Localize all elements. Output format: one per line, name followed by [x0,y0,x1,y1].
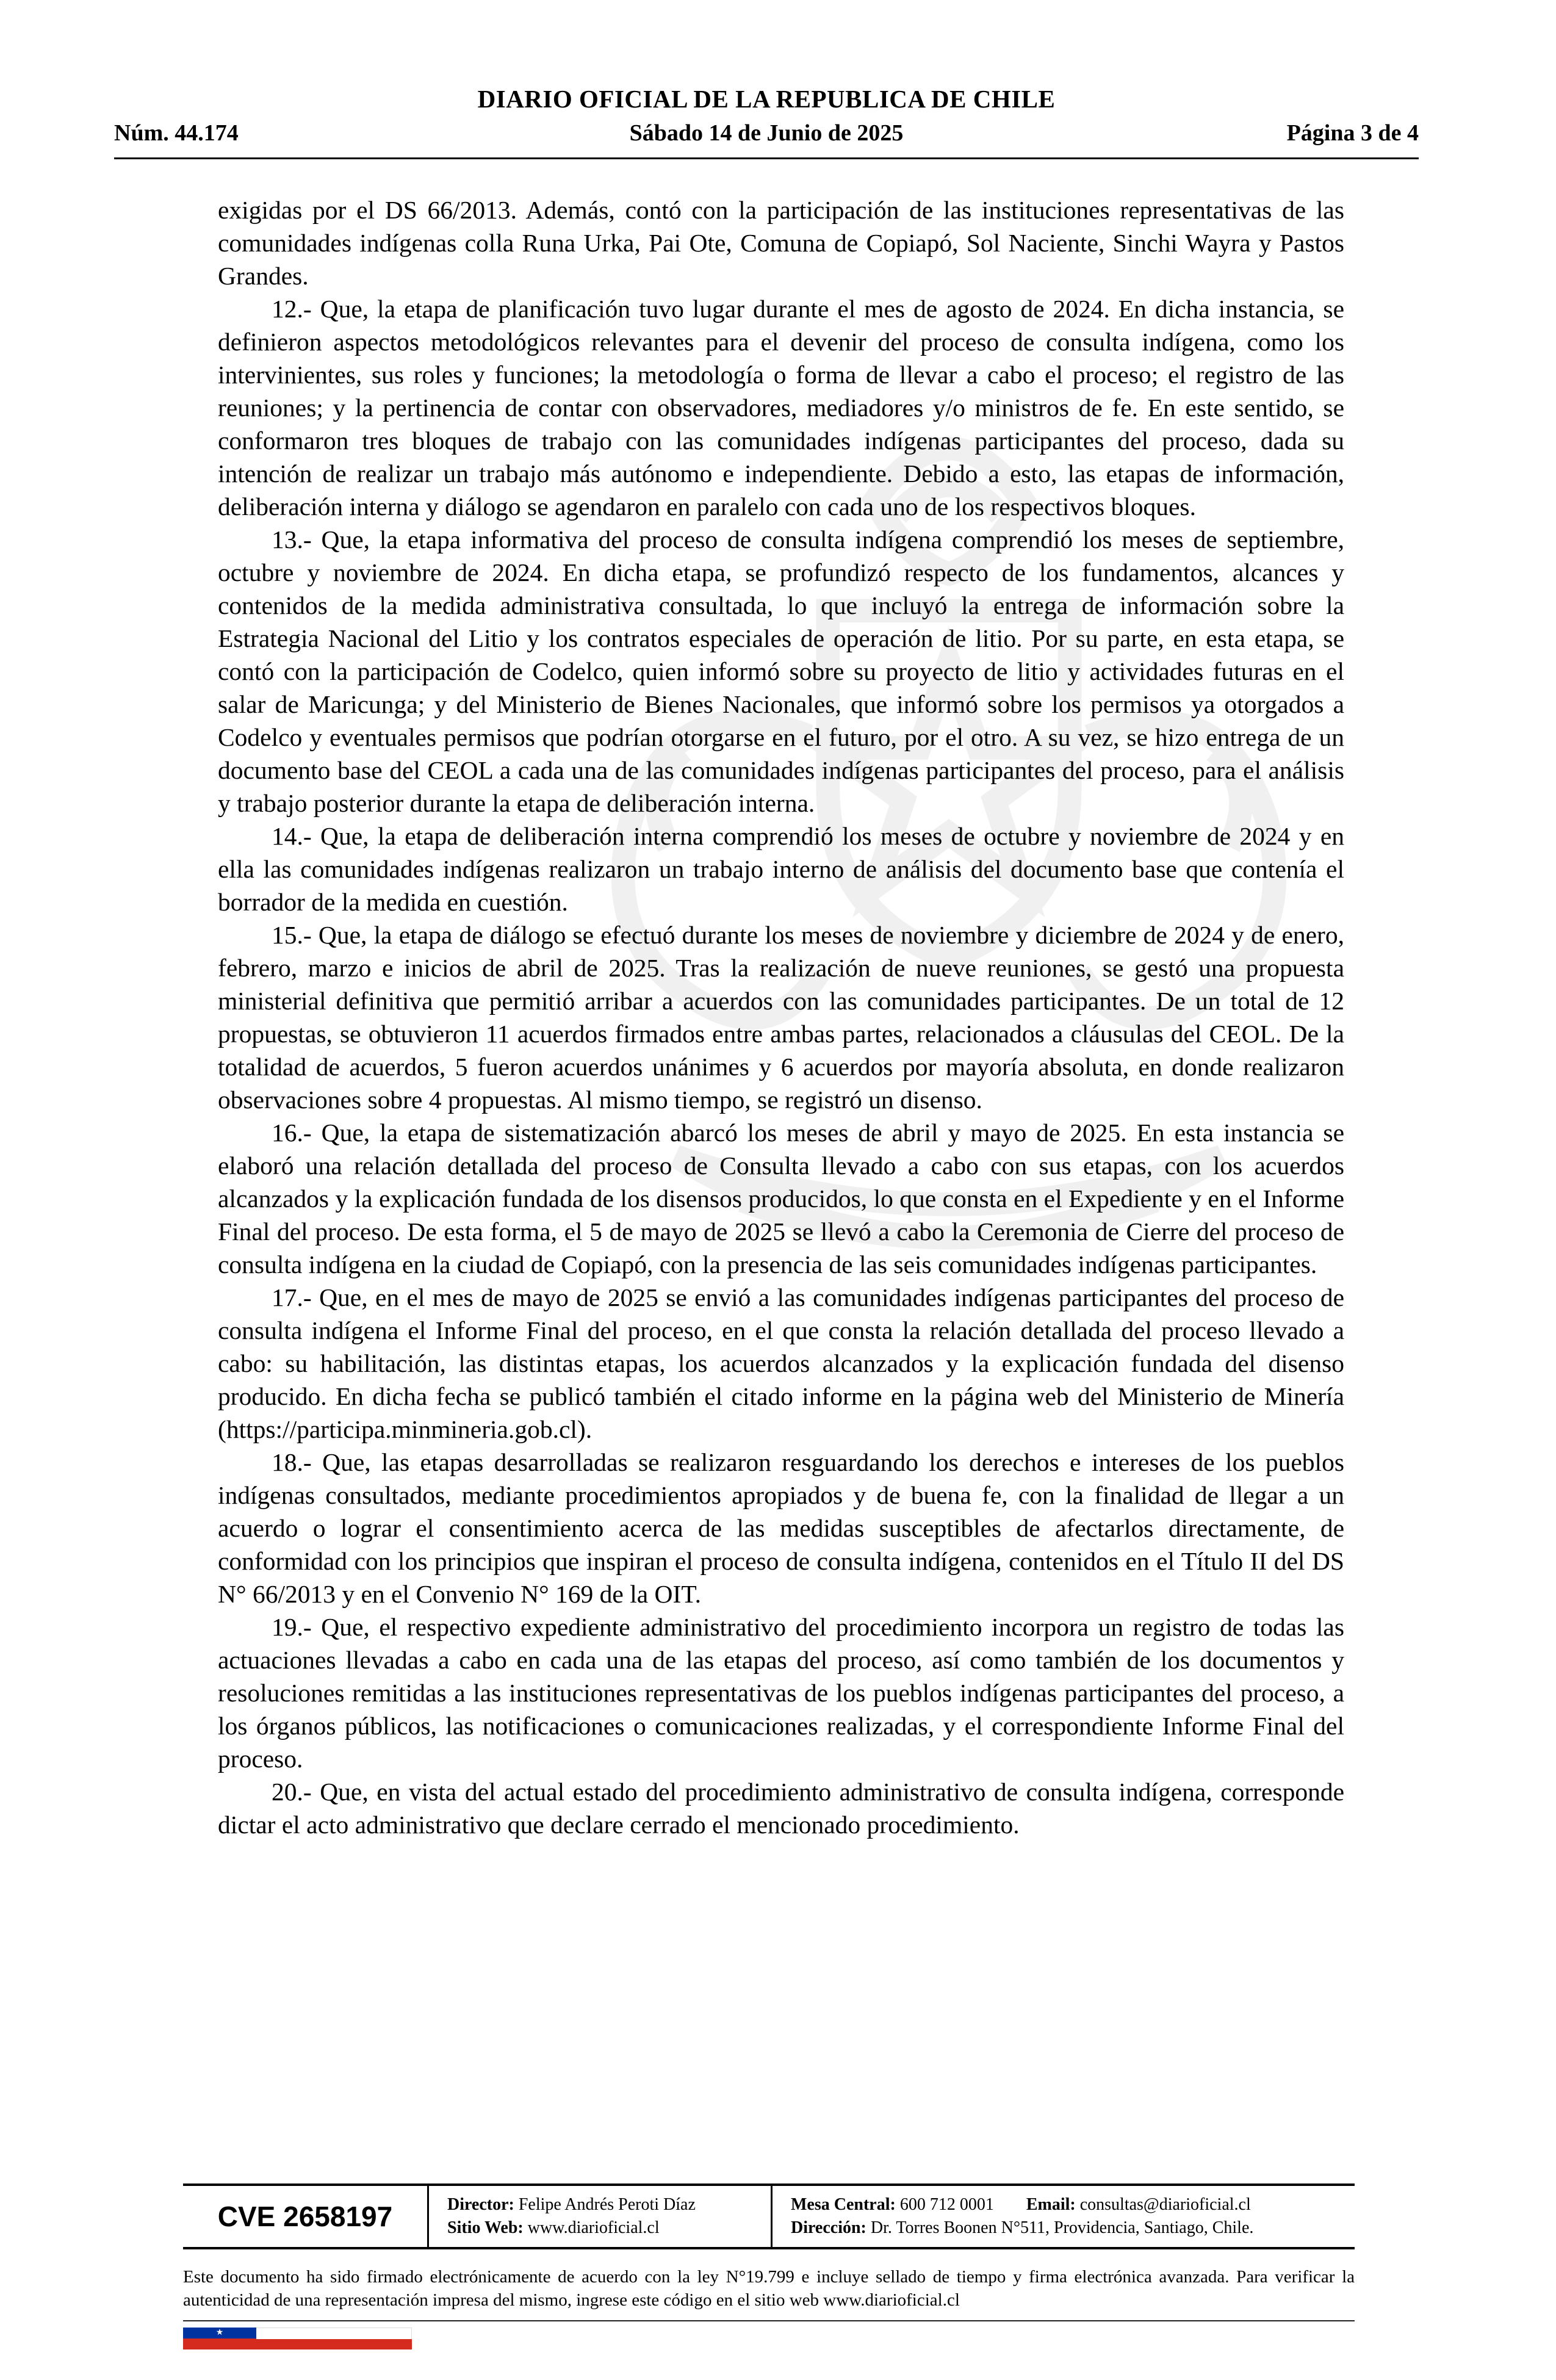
site-line [447,2216,771,2240]
bottom-divider [183,2320,1355,2321]
body-paragraph: 20.- Que, en vista del actual estado del procedimiento administrativo de consulta indígena, corresponde dictar el acto administrativo que declare cerrado el mencionado procedimiento. [218,1778,1344,1839]
site-label: Sitio Web: [447,2218,524,2237]
chile-flag-icon [183,2328,412,2349]
body-paragraph: 15.- Que, la etapa de diálogo se efectuó durante los meses de noviembre y diciembre de 2024 y de enero, febrero, marzo e inicios de abril de 2025. Tras la realización de nueve reuniones, se gestó una propuesta ministerial definitiva que permitió arribar a acuerdos con las comunidades participantes. De un total de 12 propuestas, se obtuvieron 11 acuerdos firmados entre ambas partes, relacionados a cláusulas del CEOL. De la totalidad de acuerdos, 5 fueron acuerdos unánimes y 6 acuerdos por mayoría absoluta, en donde realizaron observaciones sobre 4 propuestas. Al mismo tiempo, se registró un disenso. [218,921,1344,1114]
director-info [427,2186,771,2247]
mesa-central-label: Mesa Central: [791,2195,896,2214]
body-paragraph: 19.- Que, el respectivo expediente administrativo del procedimiento incorpora un registro de todas las actuaciones llevadas a cabo en cada una de las etapas del proceso, así como también de los documentos y resoluciones remitidas a las instituciones representativas de los pueblos indígenas participantes del proceso, a los órganos públicos, las notificaciones o comunicaciones realizadas, y el correspondiente Informe Final del proceso. [218,1613,1344,1773]
page-indicator: Página 3 de 4 [1286,120,1419,146]
body-paragraph: 13.- Que, la etapa informativa del proceso de consulta indígena comprendió los meses de septiembre, octubre y noviembre de 2024. En dicha etapa, se profundizó respecto de los fundamentos, alcances y contenidos de la medida administrativa consultada, lo que incluyó la entrega de información sobre la Estrategia Nacional del Litio y los contratos especiales de operación de litio. Por su parte, en esta etapa, se contó con la participación de Codelco, quien informó sobre su proyecto de litio y actividades futuras en el salar de Maricunga; y del Ministerio de Bienes Nacionales, que informó sobre los permisos ya otorgados a Codelco y eventuales permisos que podrían otorgarse en el futuro, por el otro. A su vez, se hizo entrega de un documento base del CEOL a cada una de las comunidades indígenas participantes del proceso, para el análisis y trabajo posterior durante la etapa de deliberación interna. [218,525,1344,817]
flag-star-icon: ★ [215,2328,224,2337]
contact-info [771,2186,1355,2247]
legal-notice: Este documento ha sido firmado electrónicamente de acuerdo con la ley N°19.799 e incluye sellado de tiempo y firma electrónica avanzada. Para verificar la autenticidad de una representación impresa del mismo, ingrese este código en el sitio web www.diarioficial.cl [183,2267,1355,2310]
director-value: Felipe Andrés Peroti Díaz [518,2195,696,2214]
email-value: consultas@diarioficial.cl [1079,2195,1251,2214]
flag-red-stripe [183,2339,412,2349]
flag-top-row [183,2328,412,2339]
director-line [447,2193,771,2216]
mesa-central-value: 600 712 0001 [899,2195,994,2214]
cve-number: CVE 2658197 [217,2201,393,2232]
publication-title: DIARIO OFICIAL DE LA REPUBLICA DE CHILE [477,85,1056,113]
body-paragraph: 17.- Que, en el mes de mayo de 2025 se envió a las comunidades indígenas participantes del proceso de consulta indígena el Informe Final del proceso, en el que consta la relación detallada del proceso llevado a cabo: su habilitación, las distintas etapas, los acuerdos alcanzados y la explicación fundada del disenso producido. En dicha fecha se publicó también el citado informe en la página web del Ministerio de Minería (https://participa.minmineria.gob.cl). [218,1283,1344,1443]
site-value: www.diarioficial.cl [527,2218,660,2237]
body-paragraph: 12.- Que, la etapa de planificación tuvo lugar durante el mes de agosto de 2024. En dicha instancia, se definieron aspectos metodológicos relevantes para el devenir del proceso de consulta indígena, como los intervinientes, sus roles y funciones; la metodología o forma de llevar a cabo el proceso; el registro de las reuniones; y la pertinencia de contar con observadores, mediadores y/o ministros de fe. En este sentido, se conformaron tres bloques de trabajo con las comunidades indígenas participantes del proceso, dada su intención de realizar un trabajo más autónomo e independiente. Debido a esto, las etapas de información, deliberación interna y diálogo se agendaron en paralelo con cada uno de los respectivos bloques. [218,295,1344,521]
document-body [218,193,1344,1841]
page-header [114,0,1419,159]
director-label: Director: [447,2195,514,2214]
contact-line [791,2193,1355,2216]
issue-number: Núm. 44.174 [114,120,239,146]
flag-white-field [256,2328,412,2339]
body-paragraph: 14.- Que, la etapa de deliberación interna comprendió los meses de octubre y noviembre de 2024 y en ella las comunidades indígenas realizaron un trabajo interno de análisis del documento base que contenía el borrador de la medida en cuestión. [218,822,1344,916]
page-footer [183,2183,1355,2312]
issue-date: Sábado 14 de Junio de 2025 [629,120,904,146]
header-meta-row [114,120,1419,150]
address-value: Dr. Torres Boonen N°511, Providencia, Santiago, Chile. [870,2218,1254,2237]
cve-info-box [183,2183,1355,2249]
address-label: Dirección: [791,2218,866,2237]
body-paragraph: 16.- Que, la etapa de sistematización abarcó los meses de abril y mayo de 2025. En esta instancia se elaboró una relación detallada del proceso de Consulta llevado a cabo con sus etapas, con los acuerdos alcanzados y la explicación fundada de los disensos producidos, lo que consta en el Expediente y en el Informe Final del proceso. De esta forma, el 5 de mayo de 2025 se llevó a cabo la Ceremonia de Cierre del proceso de consulta indígena en la ciudad de Copiapó, con la presencia de las seis comunidades indígenas participantes. [218,1119,1344,1278]
body-paragraph: 18.- Que, las etapas desarrolladas se realizaron resguardando los derechos e intereses de los pueblos indígenas consultados, mediante procedimientos apropiados y de buena fe, con la finalidad de llegar a un acuerdo o lograr el consentimiento acerca de las medidas susceptibles de afectarlos directamente, de conformidad con los principios que inspiran el proceso de consulta indígena, contenidos en el Título II del DS N° 66/2013 y en el Convenio N° 169 de la OIT. [218,1448,1344,1608]
body-paragraph: exigidas por el DS 66/2013. Además, contó con la participación de las instituciones representativas de las comunidades indígenas colla Runa Urka, Pai Ote, Comuna de Copiapó, Sol Naciente, Sinchi Wayra y Pastos Grandes. [218,196,1344,290]
header-divider [114,157,1419,159]
flag-blue-canton [183,2328,256,2339]
email-label: Email: [1026,2195,1076,2214]
address-line [791,2216,1355,2240]
